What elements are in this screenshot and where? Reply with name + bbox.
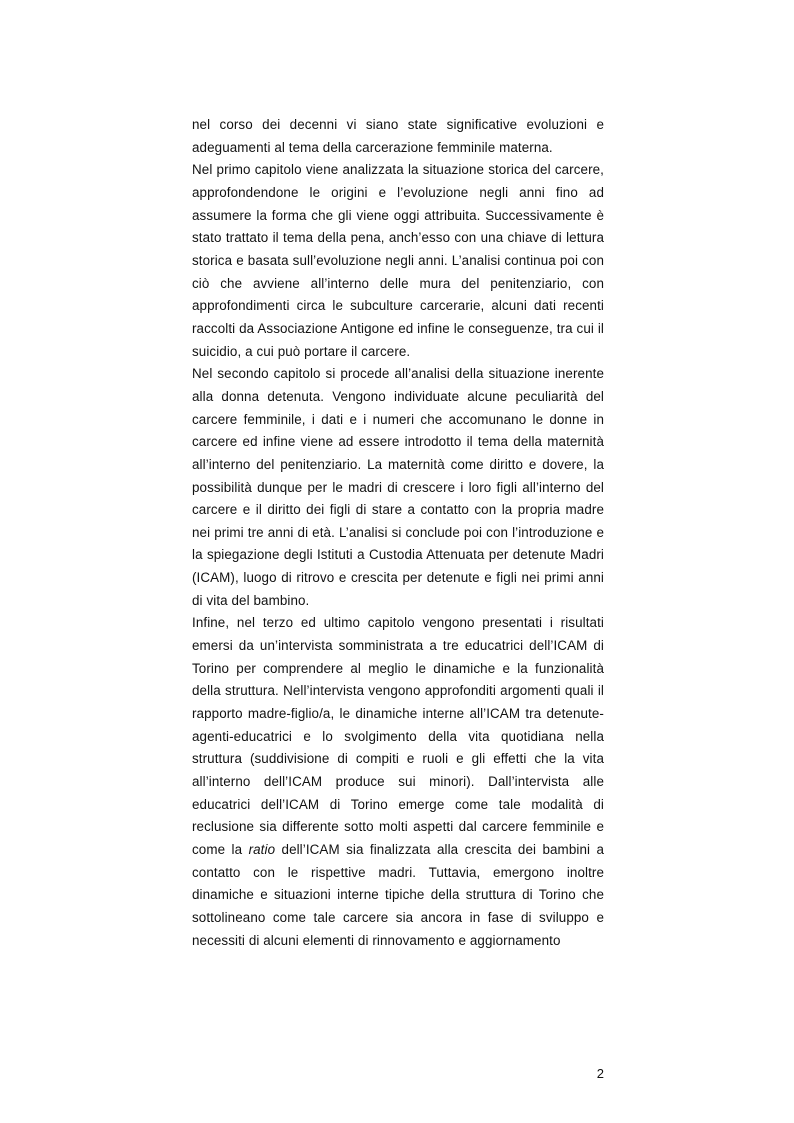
document-body	[192, 114, 604, 952]
page-number: 2	[596, 1066, 604, 1081]
paragraph-intro-continuation: nel corso dei decenni vi siano state significative evoluzioni e adeguamenti al tema della carcerazione femminile materna.	[192, 117, 604, 155]
paragraph-chapter-one: Nel primo capitolo viene analizzata la situazione storica del carcere, approfondendone le origini e l’evoluzione negli anni fino ad assumere la forma che gli viene oggi attribuita. Successivamente è stato trattato il tema della pena, anch’esso con una chiave di lettura storica e basata sull’evoluzione negli anni. L’analisi continua poi con ciò che avviene all’interno delle mura del penitenziario, con approfondimenti circa le subculture carcerarie, alcuni dati recenti raccolti da Associazione Antigone ed infine le conseguenze, tra cui il suicidio, a cui può portare il carcere.	[192, 162, 604, 359]
paragraph-chapter-three-part-one: Infine, nel terzo ed ultimo capitolo vengono presentati i risultati emersi da un’intervista somministrata a tre educatrici dell’ICAM di Torino per comprendere al meglio le dinamiche e la funzionalità della struttura. Nell’intervista vengono approfonditi argomenti quali il rapporto madre-figlio/a, le dinamiche interne all’ICAM tra detenute-agenti-educatrici e lo svolgimento della vita quotidiana nella struttura (suddivisione di compiti e ruoli e gli effetti che la vita all’interno dell’ICAM produce sui minori). Dall’intervista alle educatrici dell’ICAM di Torino emerge come tale modalità di reclusione sia differente sotto molti aspetti dal carcere femminile e come la	[192, 615, 604, 857]
italic-term-ratio: ratio	[248, 842, 276, 857]
paragraph-chapter-three	[192, 612, 604, 952]
paragraph-chapter-two: Nel secondo capitolo si procede all’analisi della situazione inerente alla donna detenuta. Vengono individuate alcune peculiarità del carcere femminile, i dati e i numeri che accomunano le donne in carcere ed infine viene ad essere introdotto il tema della maternità all’interno del penitenziario. La maternità come diritto e dovere, la possibilità dunque per le madri di crescere i loro figli all’interno del carcere e il diritto dei figli di stare a contatto con la propria madre nei primi tre anni di età. L’analisi si conclude poi con l’introduzione e la spiegazione degli Istituti a Custodia Attenuata per detenute Madri (ICAM), luogo di ritrovo e crescita per detenute e figli nei primi anni di vita del bambino.	[192, 366, 604, 608]
paragraph-chapter-three-part-two: dell’ICAM sia finalizzata alla crescita dei bambini a contatto con le rispettive madri. Tuttavia, emergono inoltre dinamiche e situazioni interne tipiche della struttura di Torino che sottolineano come tale carcere sia ancora in fase di sviluppo e necessiti di alcuni elementi di rinnovamento e aggiornamento	[192, 842, 604, 948]
